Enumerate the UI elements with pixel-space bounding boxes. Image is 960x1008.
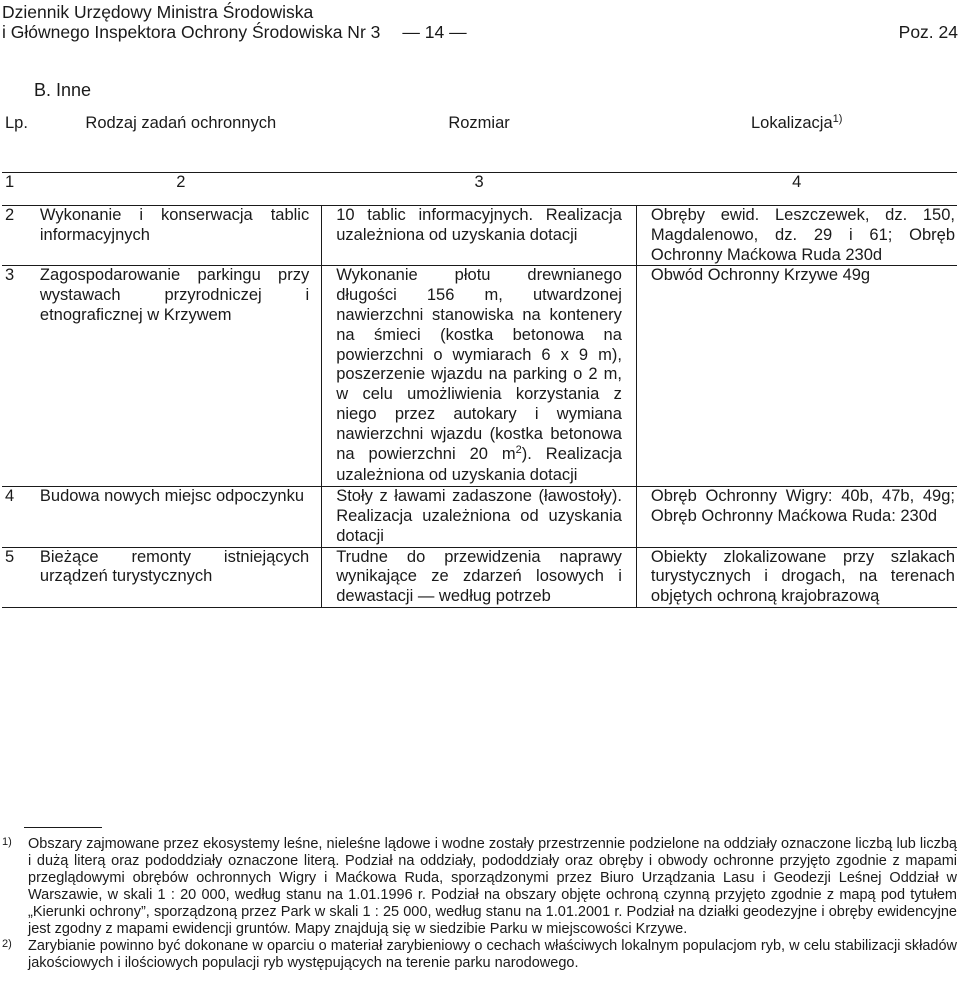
header-rozmiar: Rozmiar bbox=[322, 114, 637, 173]
footnote-text: Zarybianie powinno być dokonane w oparciu o materiał zarybieniowy o cechach właściwych lokalnym populacjom ryb, w celu stabilizacji składów jakościowych i ilościowych populacji ryb występujących na terenie parku narodowego. bbox=[28, 938, 957, 971]
col-number: 1 bbox=[2, 173, 40, 206]
footnotes bbox=[2, 836, 957, 972]
row-lp: 5 bbox=[2, 547, 40, 607]
row-rozmiar: 10 tablic informacyjnych. Realizacja uzależniona od uzyskania dotacji bbox=[322, 206, 637, 266]
page-number: — 14 — bbox=[402, 22, 467, 42]
tasks-table bbox=[2, 114, 957, 608]
position-number: Poz. 24 bbox=[898, 22, 958, 42]
header-lokalizacja-footnote: 1) bbox=[832, 113, 843, 125]
row-rodzaj: Wykonanie i konserwacja tablic informacyjnych bbox=[40, 206, 322, 266]
header-lokalizacja: Lokalizacja$^{1)}$ bbox=[636, 114, 957, 173]
row-lokalizacja: Obręby ewid. Leszczewek, dz. 150, Magdalenowo, dz. 29 i 61; Obręb Ochronny Maćkowa Ruda 230d bbox=[636, 206, 957, 266]
table-row bbox=[2, 266, 957, 487]
row-rozmiar: Wykonanie płotu drewnianego długości 156 m, utwardzonej nawierzchni stanowiska na kontenery na śmieci (kostka betonowa na powierzchni o wymiarach 6 x 9 m), poszerzenie wjazdu na parking o 2 m, w celu umożliwienia korzystania z niego przez autokary i wymiana nawierzchni wjazdu (kostka betonowa na powierzchni 20 $m^2$). Realizacja uzależniona od uzyskania dotacji bbox=[322, 266, 637, 487]
superscript-2: 2 bbox=[515, 443, 522, 456]
journal-title-line2: i Głównego Inspektora Ochrony Środowiska Nr 3 bbox=[2, 22, 381, 42]
row-rodzaj: Zagospodarowanie parkingu przy wystawach przyrodniczej i etnograficznej w Krzywem bbox=[40, 266, 322, 487]
section-title: B. Inne bbox=[34, 80, 92, 100]
footnote-divider bbox=[24, 827, 102, 828]
row-lokalizacja: Obręb Ochronny Wigry: 40b, 47b, 49g; Obręb Ochronny Maćkowa Ruda: 230d bbox=[636, 487, 957, 547]
footnote-mark: 1) bbox=[2, 836, 12, 848]
row-lp: 4 bbox=[2, 487, 40, 547]
row-rozmiar: Trudne do przewidzenia naprawy wynikające ze zdarzeń losowych i dewastacji — według potrzeb bbox=[322, 547, 637, 607]
col-number: 2 bbox=[40, 173, 322, 206]
row-lp: 2 bbox=[2, 206, 40, 266]
page-header bbox=[2, 2, 958, 42]
footnote bbox=[2, 836, 957, 938]
row-lokalizacja: Obiekty zlokalizowane przy szlakach turystycznych i drogach, na terenach objętych ochroną krajobrazową bbox=[636, 547, 957, 607]
row-rodzaj: Bieżące remonty istniejących urządzeń turystycznych bbox=[40, 547, 322, 607]
row-rodzaj: Budowa nowych miejsc odpoczynku bbox=[40, 487, 322, 547]
header-rodzaj: Rodzaj zadań ochronnych bbox=[40, 114, 322, 173]
row-rozmiar: Stoły z ławami zadaszone (ławostoły). Realizacja uzależniona od uzyskania dotacji bbox=[322, 487, 637, 547]
col-number: 3 bbox=[322, 173, 637, 206]
table-row bbox=[2, 206, 957, 266]
table-row bbox=[2, 487, 957, 547]
footnote-mark: 2) bbox=[2, 938, 12, 950]
table-header-row bbox=[2, 114, 957, 173]
col-number: 4 bbox=[636, 173, 957, 206]
table-row bbox=[2, 547, 957, 607]
header-lp: Lp. bbox=[2, 114, 40, 173]
footnote bbox=[2, 938, 957, 972]
journal-title-line1: Dziennik Urzędowy Ministra Środowiska bbox=[2, 2, 314, 22]
column-numbers-row bbox=[2, 173, 957, 206]
row-lp: 3 bbox=[2, 266, 40, 487]
footnote-text: Obszary zajmowane przez ekosystemy leśne, nieleśne lądowe i wodne zostały przestrzennie podzielone na oddziały oznaczone liczbą lub liczbą i dużą literą oraz pododdziały oznaczone literą. Podział na oddziały, pododdziały oraz obręby i obwody ochronne przyjęto zgodnie z mapami przeglądowymi obrębów ochronnych Wigry i Maćkowa Ruda, sporządzonymi przez Biuro Urządzania Lasu i Geodezji Leśnej Oddział w Warszawie, w skali 1 : 20 000, według stanu na 1.01.1996 r. Podział na obszary objęte ochroną czynną przyjęto zgodnie z mapą pod tytułem „Kierunki ochrony”, sporządzoną przez Park w skali 1 : 25 000, według stanu na 1.01.2001 r. Podział na działki geodezyjne i obręby ewidencyjne jest zgodny z mapami ewidencji gruntów. Mapy znajdują się w siedzibie Parku w miejscowości Krzywe. bbox=[28, 836, 957, 937]
row-lokalizacja: Obwód Ochronny Krzywe 49g bbox=[636, 266, 957, 487]
